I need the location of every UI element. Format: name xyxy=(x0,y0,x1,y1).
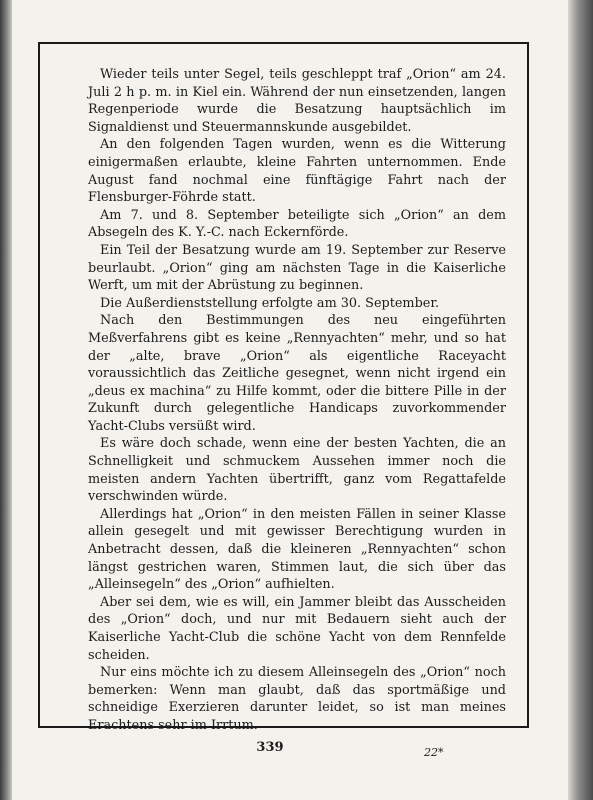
paragraph: Am 7. und 8. September beteiligte sich „Orion“ an dem Absegeln des K. Y.-C. nach Eckernförde. xyxy=(88,207,506,241)
page-edge-shadow xyxy=(568,0,593,800)
paragraph: Ein Teil der Besatzung wurde am 19. September zur Reserve beurlaubt. „Orion“ ging am nächsten Tage in die Kaiserliche Werft, um mit der Abrüstung zu beginnen. xyxy=(88,242,506,294)
page-number: 339 xyxy=(256,740,284,755)
paragraph: Es wäre doch schade, wenn eine der besten Yachten, die an Schnelligkeit und schmuckem Aussehen immer noch die meisten andern Yachten übertrifft, ganz vom Regattafelde verschwinden würde. xyxy=(88,436,506,505)
paragraph: Aber sei dem, wie es will, ein Jammer bleibt das Ausscheiden des „Orion“ doch, und nur mit Bedauern sieht auch der Kaiserliche Yacht-Club die schöne Yacht von dem Rennfelde scheiden. xyxy=(88,594,506,663)
paragraph: Nach den Bestimmungen des neu eingeführten Meßverfahrens gibt es keine „Rennyachten“ mehr, und so hat der „alte, brave „Orion“ als eigentliche Raceyacht voraussichtlich das Zeitliche gesegnet, wenn nicht irgend ein „deus ex machina“ zu Hilfe kommt, oder die bittere Pille in der Zukunft durch gelegentliche Handicaps zuvorkommender Yacht-Clubs versüßt wird. xyxy=(88,313,506,434)
book-spine-shadow xyxy=(0,0,12,800)
paragraph: An den folgenden Tagen wurden, wenn es die Witterung einigermaßen erlaubte, kleine Fahrten unternommen. Ende August fand nochmal eine fünftägige Fahrt nach der Flensburger-Föhrde statt. xyxy=(88,137,506,206)
body-text xyxy=(88,66,506,735)
printer-signature-mark: 22* xyxy=(424,746,444,759)
paragraph: Nur eins möchte ich zu diesem Alleinsegeln des „Orion“ noch bemerken: Wenn man glaubt, daß das sportmäßige und schneidige Exerzieren darunter leidet, so ist man meines Erachtens sehr im Irrtum. xyxy=(88,665,506,733)
paragraph: Allerdings hat „Orion“ in den meisten Fällen in seiner Klasse allein gesegelt und mit gewisser Berechtigung wurden in Anbetracht dessen, daß die kleineren „Rennyachten“ schon längst gestrichen waren, Stimmen laut, die sich über das „Alleinsegeln“ des „Orion“ aufhielten. xyxy=(88,506,506,593)
paragraph: Die Außerdienststellung erfolgte am 30. September. xyxy=(100,295,440,311)
paragraph: Wieder teils unter Segel, teils geschleppt traf „Orion“ am 24. Juli 2 h p. m. in Kiel ein. Während der nun einsetzenden, langen Regenperiode wurde die Besatzung hauptsächlich im Signaldienst und Steuermannskunde ausgebildet. xyxy=(88,67,506,135)
